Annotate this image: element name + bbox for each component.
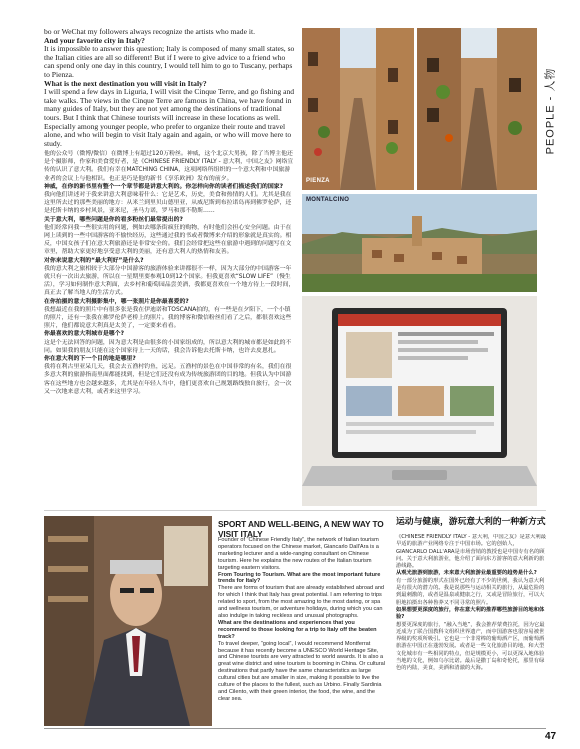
laptop-website-photo [302, 296, 537, 506]
section-side-tab [541, 28, 557, 193]
question: 如果想要更深度的旅行，你在意大利的推荐哪些旅游目的地和体验? [396, 606, 545, 621]
montalcino-illustration [302, 194, 537, 292]
pienza-caption: PIENZA [306, 178, 330, 184]
paragraph: 想要更深度的旅行，“融入当地”，我会推荐蒙费拉托，因为它最近成为了联合国教科文组织世界遗产，而中国游客也很容易被世界级的奖项所吸引。它也是一个非常棒的葡萄酒产区，而葡萄酒旅游在中国正在蓬勃发展。或者是一些文化旅游目的地，和大型文化城市有一些相同的特点，但是规模更小，可以更深入地体验当地的文化，例如乌尔比诺。最后是撒丁岛和奇伦托，那里有绿色的内陆，美食，美酒和清澈的大海。 [396, 621, 545, 672]
section-body-cn [396, 534, 546, 729]
question: 你在意大利的下一个目的地是哪里? [44, 356, 136, 363]
paragraph: 我将在利古里亚呆几天，我会去五渔村钓鱼，远足。五渔村的景色在中国非常的有名，我们在很多意大利的旅游指南里面都能找到，但是它们还没有成为传统旅游团的目的地。但我认为中国游客在这些地方也会越来越多，尤其是在年轻人当中，他们更喜欢自己规划路线独自旅行，会一次又一次地来意大利，或者来这里学习。 [44, 364, 292, 395]
portrait-photo [44, 516, 212, 726]
paragraph: There are forms of tourism that are already established abroad and for which I think that Italy has great potential. I am referring to trips related to sport, from the most amazing to the most daring, or spa and wellness tourism, or adventure holidays, during which you can also indulge in taking reckless and unusual photographs. [218, 585, 385, 619]
laptop-illustration [302, 296, 537, 506]
montalcino-caption: MONTALCINO [306, 197, 350, 203]
alley-illustration [417, 28, 537, 190]
paragraph: 这是个无法回答的问题，因为意大利是由很多的小国家组成的，所以意大利的城市都是如此的不同。如果我的朋友只能在这个国家待上一天的话，我会告诉他去托斯卡纳，也许去皮恩扎。 [44, 339, 292, 354]
alley-photo [417, 28, 537, 190]
paragraph: 他的公众号（微博/微信）在微博上有超过120万粉丝。神威，这个北京大男孩，除了当博主他还是个摄影师，作家和美食爱好者，是《CHINESE FRIENDLY ITALY - 意大利，中国之友》网络宣传的认识了意大利。我们有幸在MATCHING CHINA，这项网络所组织的一个意大利和中国旅游业者的会议上与他相识。也正是巧是他的新书《享乐欧洲》发布的前夕。 [44, 151, 294, 182]
question: 关于意大利，哪些问题是你的看多粉丝们最常提出的? [44, 216, 183, 223]
paragraph: I will spend a few days in Liguria, I will visit the Cinque Terre, and go fishing and take walks. The views in the Cinque Terre are famous in China, we have found in many guides of Italy, but they are not yet among the destinations of traditional tours. But I think that Chinese tourists will increase in these locations as well. Especially among younger people, who prefer to organize their route and travel alone, and who will begin to visit Italy again and again, or who will move here to study. [44, 87, 295, 148]
chinese-interview-text [44, 150, 296, 505]
question: And your favorite city in Italy? [44, 35, 145, 45]
paragraph: 他们经常问我一些很实用的问题，例如去哪条街疯狂的购物，有时他们会担心安全问题。由于在网上读到的一些中国游客的不愉快经历，这些通过我的书或者微博来介绍的形象就是真实的。相反，中国女孩子们在意大利旅游还是非常安全的。我们会经常把这些在旅游中遇到的问题写在文章里，帮助大家更好地享受意大利的美丽，还有意大利人的热情和友善。 [44, 224, 292, 256]
section-title-en: SPORT AND WELL-BEING, A NEW WAY TO VISIT ITALY [218, 519, 384, 539]
english-interview-text [44, 28, 296, 148]
paragraph: 我想最近在我的照片中有很多张是我在伊迪诺和TOSCANA拍的，有一些是在夕阳下，一个小镇的照片，还有一张我在佛罗伦萨老桥上的照片。我的博客和微信粉丝们看了之后，都很喜欢这些照片，他们都说意大利真是太美了，一定要来看看。 [44, 306, 292, 330]
paragraph: It is impossible to answer this question; Italy is composed of many small states, so the Italian cities are all so different! But if I were to give advice to a friend who can spend only one day in this country, I would tell him to go to Tuscany, perhaps to Pienza. [44, 44, 295, 79]
page-number: 47 [545, 731, 557, 742]
question: 神威，在你的新书里有整个一个章节都是讲意大利的。你怎样向你的读者们描述我们的国家? [44, 183, 284, 190]
section-title-cn: 运动与健康，游玩意大利的一种新方式 [396, 517, 546, 527]
paragraph: 有一部分旅游的形式在国外已经有了不少的世例，我认为意大利是有很大的潜力的。我是说那些与运动相关的旅行，从最危险的到最刺激的，或者是温泉或健康之行，又或是冒险旅行，可以大胆地拍摄出各种鲁莽又不同寻常的照片。 [396, 577, 545, 606]
question: What is the next destination you will visit in Italy? [44, 78, 207, 88]
question: From Touring to Tourism. What are the most important future trends for Italy? [218, 571, 381, 585]
footer-rule [44, 728, 546, 729]
portrait-illustration [44, 516, 212, 726]
paragraph: bo or WeChat my followers always recognize the artists who made it. [44, 27, 255, 36]
question: What are the destinations and experiences that you recommend to those looking for a trip to Italy off the beaten track? [218, 619, 377, 640]
question: 对你来说意大利的“最大利好”是什么? [44, 257, 144, 264]
section-body-en [218, 537, 386, 727]
pienza-street-illustration [302, 28, 414, 190]
question: 从观光旅游到旅游，未来意大利旅游业最重要的趋势是什么? [396, 570, 537, 577]
paragraph: 我向他们讲述对于我来讲意大利意味着什么：它是艺术，历史，美食和热情的人们。尤其是我在这里所去过的那些美丽的地方：从米兰到里贝山德里亚，从威尼斯到布拉诺岛再到佛罗伦萨，还是托斯卡纳的乡村风景，亚米尼，圣马力诺，罗马和那不勒斯…… [44, 192, 292, 215]
montalcino-panorama-photo [302, 194, 537, 292]
paragraph: Founder of “Chinese Friendly Italy”, the network of Italian tourism operators focused on the Chinese market, Giancarlo Dall'Ara is a marketing lecturer and a wide-ranging consultant on Chinese tourism. Here he explains the new routes of the Italian tourism targeting eastern visitors. [218, 537, 379, 571]
question: 在你拍摄的意大利摄影集中，哪一张照片是你最喜爱的? [44, 298, 189, 305]
question: 你最喜欢的意大利城市是哪个? [44, 331, 124, 338]
section-divider [44, 510, 546, 511]
paragraph: 我的意大利之旅相较于大部分中国游客的旅游体验来讲都很不一样，因为大部分的中国游客一年就只有一次出去旅游，所以在一星期里要参观10到12个国家。但我更喜欢“SLOW LIFE”（慢生活），学习如何制作意大利面，去乡村和葡萄园品尝美酒，我都更喜欢在一个地方待上一段时间，真正去了解当地人的生活方式。 [44, 265, 295, 297]
pienza-street-photo [302, 28, 414, 190]
section-side-tab-label: PEOPLE - 人物 [544, 67, 557, 154]
paragraph: To travel deeper, “going local”, I would recommend Montferrat because it has recently become a UNESCO World Heritage Site, and Chinese tourists are very attracted to world awards. It is also a great wine district and wine tourism is booming in China. Or cultural destinations that partly have the same characteristics as large cultural cities but are smaller in size, making it possible to live the culture of the places to the fullest, such as Urbino. Finally Sardinia and Cilento, with their green interior, the food, the wine, and the clear sea. [218, 640, 385, 702]
paragraph: 《CHINESE FRIENDLY ITALY - 意大利，中国之友》是意大利最早适的旅游产业网络专注于中国市场。它的创始人，GIANCARLO DALL'ARA是市场营销的教授也是中国专有名的顾问。关于意大利旅游业，他介绍了面向东方游客的意大利新的旅游线路。 [396, 534, 546, 570]
